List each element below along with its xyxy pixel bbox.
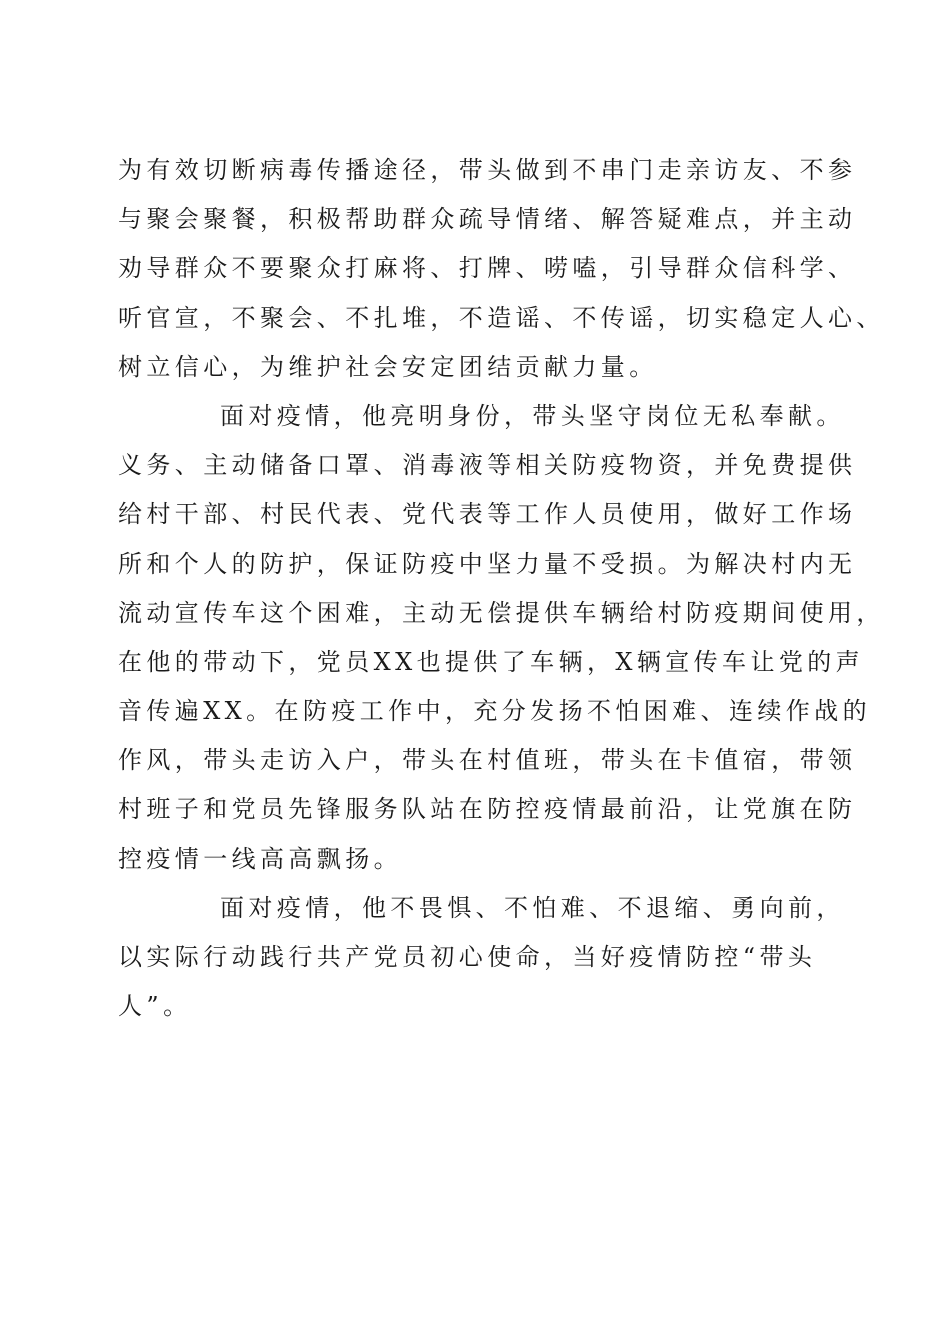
text-line: 劝导群众不要聚众打麻将、打牌、唠嗑，引导群众信科学、: [118, 254, 857, 283]
text-line: 为有效切断病毒传播途径，带头做到不串门走亲访友、不参: [118, 156, 857, 184]
text-line: 音传遍XX。在防疫工作中，充分发扬不怕困难、连续作战的: [118, 697, 871, 726]
text-line: 村班子和党员先锋服务队站在防控疫情最前沿，让党旗在防: [118, 795, 857, 824]
text-line: 流动宣传车这个困难，主动无偿提供车辆给村防疫期间使用，: [118, 598, 885, 627]
text-line: 以实际行动践行共产党员初心使命，当好疫情防控“带头: [118, 943, 817, 971]
text-line: 在他的带动下，党员XX也提供了车辆，X辆宣传车让党的声: [118, 647, 865, 676]
text-line: 给村干部、村民代表、党代表等工作人员使用，做好工作场: [118, 500, 857, 529]
paragraph-2: [118, 392, 885, 884]
text-line: 面对疫情，他不畏惧、不怕难、不退缩、勇向前，: [220, 893, 845, 922]
text-line: 与聚会聚餐，积极帮助群众疏导情绪、解答疑难点，并主动: [118, 205, 857, 234]
text-line: 听官宣，不聚会、不扎堆，不造谣、不传谣，切实稳定人心、: [118, 303, 885, 332]
text-line: 控疫情一线高高飘扬。: [118, 844, 402, 873]
paragraph-3: [118, 884, 845, 1032]
paragraph-1: [118, 146, 885, 392]
text-line: 义务、主动储备口罩、消毒液等相关防疫物资，并免费提供: [118, 451, 857, 480]
text-line: 作风，带头走访入户，带头在村值班，带头在卡值宿，带领: [118, 746, 857, 775]
text-line: 树立信心，为维护社会安定团结贡献力量。: [118, 352, 658, 381]
text-line: 人”。: [118, 992, 192, 1021]
text-line: 所和个人的防护，保证防疫中坚力量不受损。为解决村内无: [118, 549, 857, 578]
text-line: 面对疫情，他亮明身份，带头坚守岗位无私奉献。: [220, 401, 845, 430]
document-body: [118, 146, 885, 1031]
